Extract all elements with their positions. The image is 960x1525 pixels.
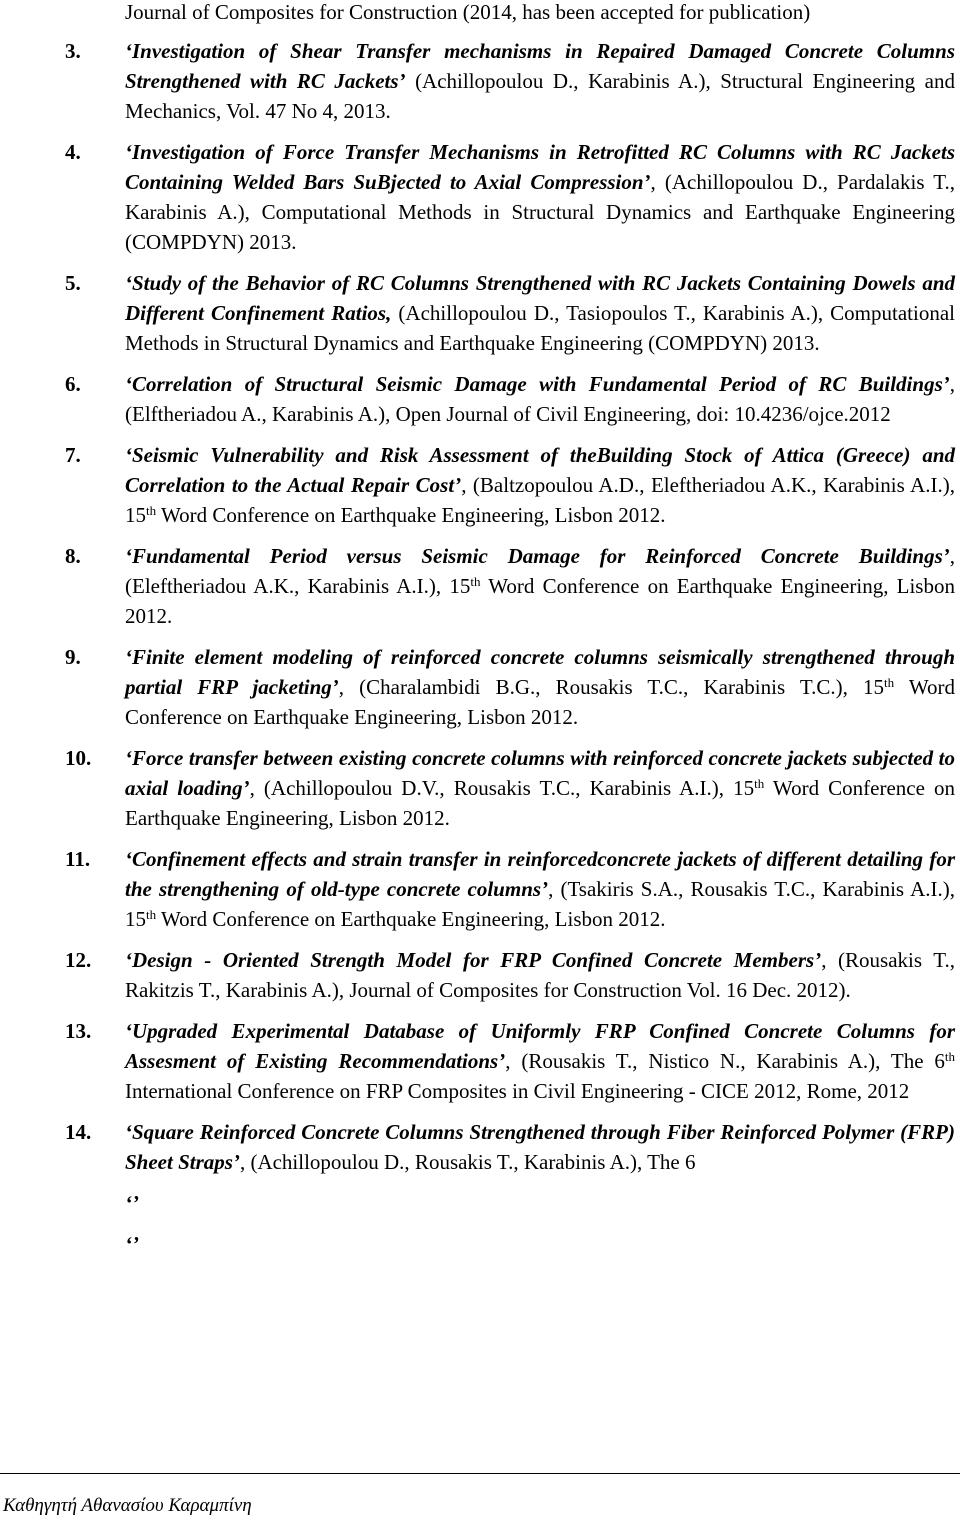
reference-title: ‘Investigation of Shear Transfer mechanisms in Repaired Damaged Concrete Columns Strengthened with RC Jackets’: [125, 39, 955, 93]
reference-details-after: Word Conference on Earthquake Engineering, Lisbon 2012.: [156, 503, 666, 527]
reference-number: 10.: [65, 746, 92, 770]
reference-title: ‘’: [125, 1191, 139, 1215]
reference-number: 13.: [65, 1019, 92, 1043]
previous-reference-continuation: Journal of Composites for Construction (2014, has been accepted for publication): [125, 0, 811, 24]
reference-details: (Achillopoulou D., Tasiopoulos T., Karabinis A.), Computational Methods in Structural Dynamics and Earthquake Engineering (COMPDYN) 2013.: [125, 301, 955, 355]
reference-details: , (Achillopoulou D., Rousakis T., Karabinis A.), The 6: [239, 1150, 696, 1174]
ordinal-superscript: th: [146, 907, 157, 922]
reference-title: ‘Study of the Behavior of RC Columns Strengthened with RC Jackets Containing Dowels and Different Confinement Ratios,: [125, 271, 955, 325]
reference-details-after: International Conference on FRP Composites in Civil Engineering - CICE 2012, Rome, 2012: [125, 1079, 910, 1103]
reference-title: ‘Design - Oriented Strength Model for FRP Confined Concrete Members’: [125, 948, 822, 972]
reference-item: [0, 1016, 955, 1106]
reference-item: [0, 369, 955, 429]
reference-item: [0, 844, 955, 934]
ordinal-superscript: th: [470, 574, 481, 589]
reference-details: , (Achillopoulou D., Pardalakis T., Karabinis A.), Computational Methods in Structural Dynamics and Earthquake Engineering (COMPDYN) 2013.: [125, 170, 955, 254]
reference-details-after: Word Conference on Earthquake Engineering, Lisbon 2012.: [125, 574, 955, 628]
reference-details: , (Tsakiris S.A., Rousakis T.C., Karabinis A.I.), 15: [125, 877, 955, 931]
reference-details: , (Charalambidi B.G., Rousakis T.C., Karabinis T.C.), 15: [338, 675, 884, 699]
reference-item: [0, 268, 955, 358]
reference-details: (Achillopoulou D., Karabinis A.), Structural Engineering and Mechanics, Vol. 47 No 4, 2013.: [125, 69, 955, 123]
reference-title: ‘Seismic Vulnerability and Risk Assessment of theBuilding Stock of Attica (Greece) and Correlation to the Actual Repair Cost’: [125, 443, 955, 497]
ordinal-superscript: th: [754, 776, 765, 791]
ordinal-superscript: th: [884, 675, 895, 690]
reference-number: 9.: [65, 645, 81, 669]
reference-number: 14.: [65, 1120, 92, 1144]
reference-number: 6.: [65, 372, 81, 396]
reference-item: [0, 1188, 955, 1218]
reference-title: ‘Finite element modeling of reinforced concrete columns seismically strengthened through partial FRP jacketing’: [125, 645, 955, 699]
reference-details: , (Rousakis T., Rakitzis T., Karabinis A.), Journal of Composites for Construction Vol. 16 Dec. 2012).: [125, 948, 955, 1002]
reference-number: 4.: [65, 140, 81, 164]
reference-item: [0, 1117, 955, 1177]
reference-details: , (Elftheriadou A., Karabinis A.), Open Journal of Civil Engineering, doi: 10.4236/ojce.2012: [125, 372, 955, 426]
reference-title: ‘Fundamental Period versus Seismic Damage for Reinforced Concrete Buildings’: [125, 544, 950, 568]
reference-details-after: Word Conference on Earthquake Engineering, Lisbon 2012.: [125, 776, 955, 830]
reference-item: [0, 945, 955, 1005]
reference-details: , (Eleftheriadou A.K., Karabinis A.I.), 15: [125, 544, 955, 598]
reference-number: 11.: [65, 847, 91, 871]
reference-list: [0, 36, 960, 1259]
reference-title: ‘Confinement effects and strain transfer in reinforcedconcrete jackets of different detailing for the strengthening of old-type concrete columns’: [125, 847, 955, 901]
reference-item: [0, 36, 955, 126]
reference-number: 3.: [65, 39, 81, 63]
reference-title: ‘Force transfer between existing concrete columns with reinforced concrete jackets subjected to axial loading’: [125, 746, 955, 800]
ordinal-superscript: th: [944, 1049, 955, 1064]
reference-details-after: Word Conference on Earthquake Engineering, Lisbon 2012.: [125, 675, 955, 729]
reference-number: 12.: [65, 948, 92, 972]
reference-title: ‘Upgraded Experimental Database of Uniformly FRP Confined Concrete Columns for Assesment of Existing Recommendations’: [125, 1019, 955, 1073]
footer-author: Καθηγητή Αθανασίου Καραμπίνη: [3, 1495, 252, 1516]
reference-title: ‘Investigation of Force Transfer Mechanisms in Retrofitted RC Columns with RC Jackets Containing Welded Bars SuBjected to Axial Compression’: [125, 140, 955, 194]
reference-number: 8.: [65, 544, 81, 568]
reference-item: [0, 743, 955, 833]
reference-details: , (Achillopoulou D.V., Rousakis T.C., Karabinis A.I.), 15: [249, 776, 755, 800]
reference-item: [0, 1229, 955, 1259]
reference-details: , (Rousakis T., Nistico N., Karabinis A.), The 6: [505, 1049, 945, 1073]
reference-number: 7.: [65, 443, 81, 467]
reference-details: , (Baltzopoulou A.D., Eleftheriadou A.K., Karabinis A.I.), 15: [125, 473, 955, 527]
reference-title: ‘’: [125, 1232, 139, 1256]
reference-title: ‘Correlation of Structural Seismic Damage with Fundamental Period of RC Buildings’: [125, 372, 950, 396]
reference-number: 5.: [65, 271, 81, 295]
reference-item: [0, 137, 955, 257]
reference-item: [0, 541, 955, 631]
reference-item: [0, 642, 955, 732]
reference-details-after: Word Conference on Earthquake Engineering, Lisbon 2012.: [156, 907, 666, 931]
footer-divider: [0, 1473, 960, 1474]
reference-title: ‘Square Reinforced Concrete Columns Strengthened through Fiber Reinforced Polymer (FRP) Sheet Straps’: [125, 1120, 955, 1174]
reference-item: [0, 440, 955, 530]
ordinal-superscript: th: [146, 503, 157, 518]
